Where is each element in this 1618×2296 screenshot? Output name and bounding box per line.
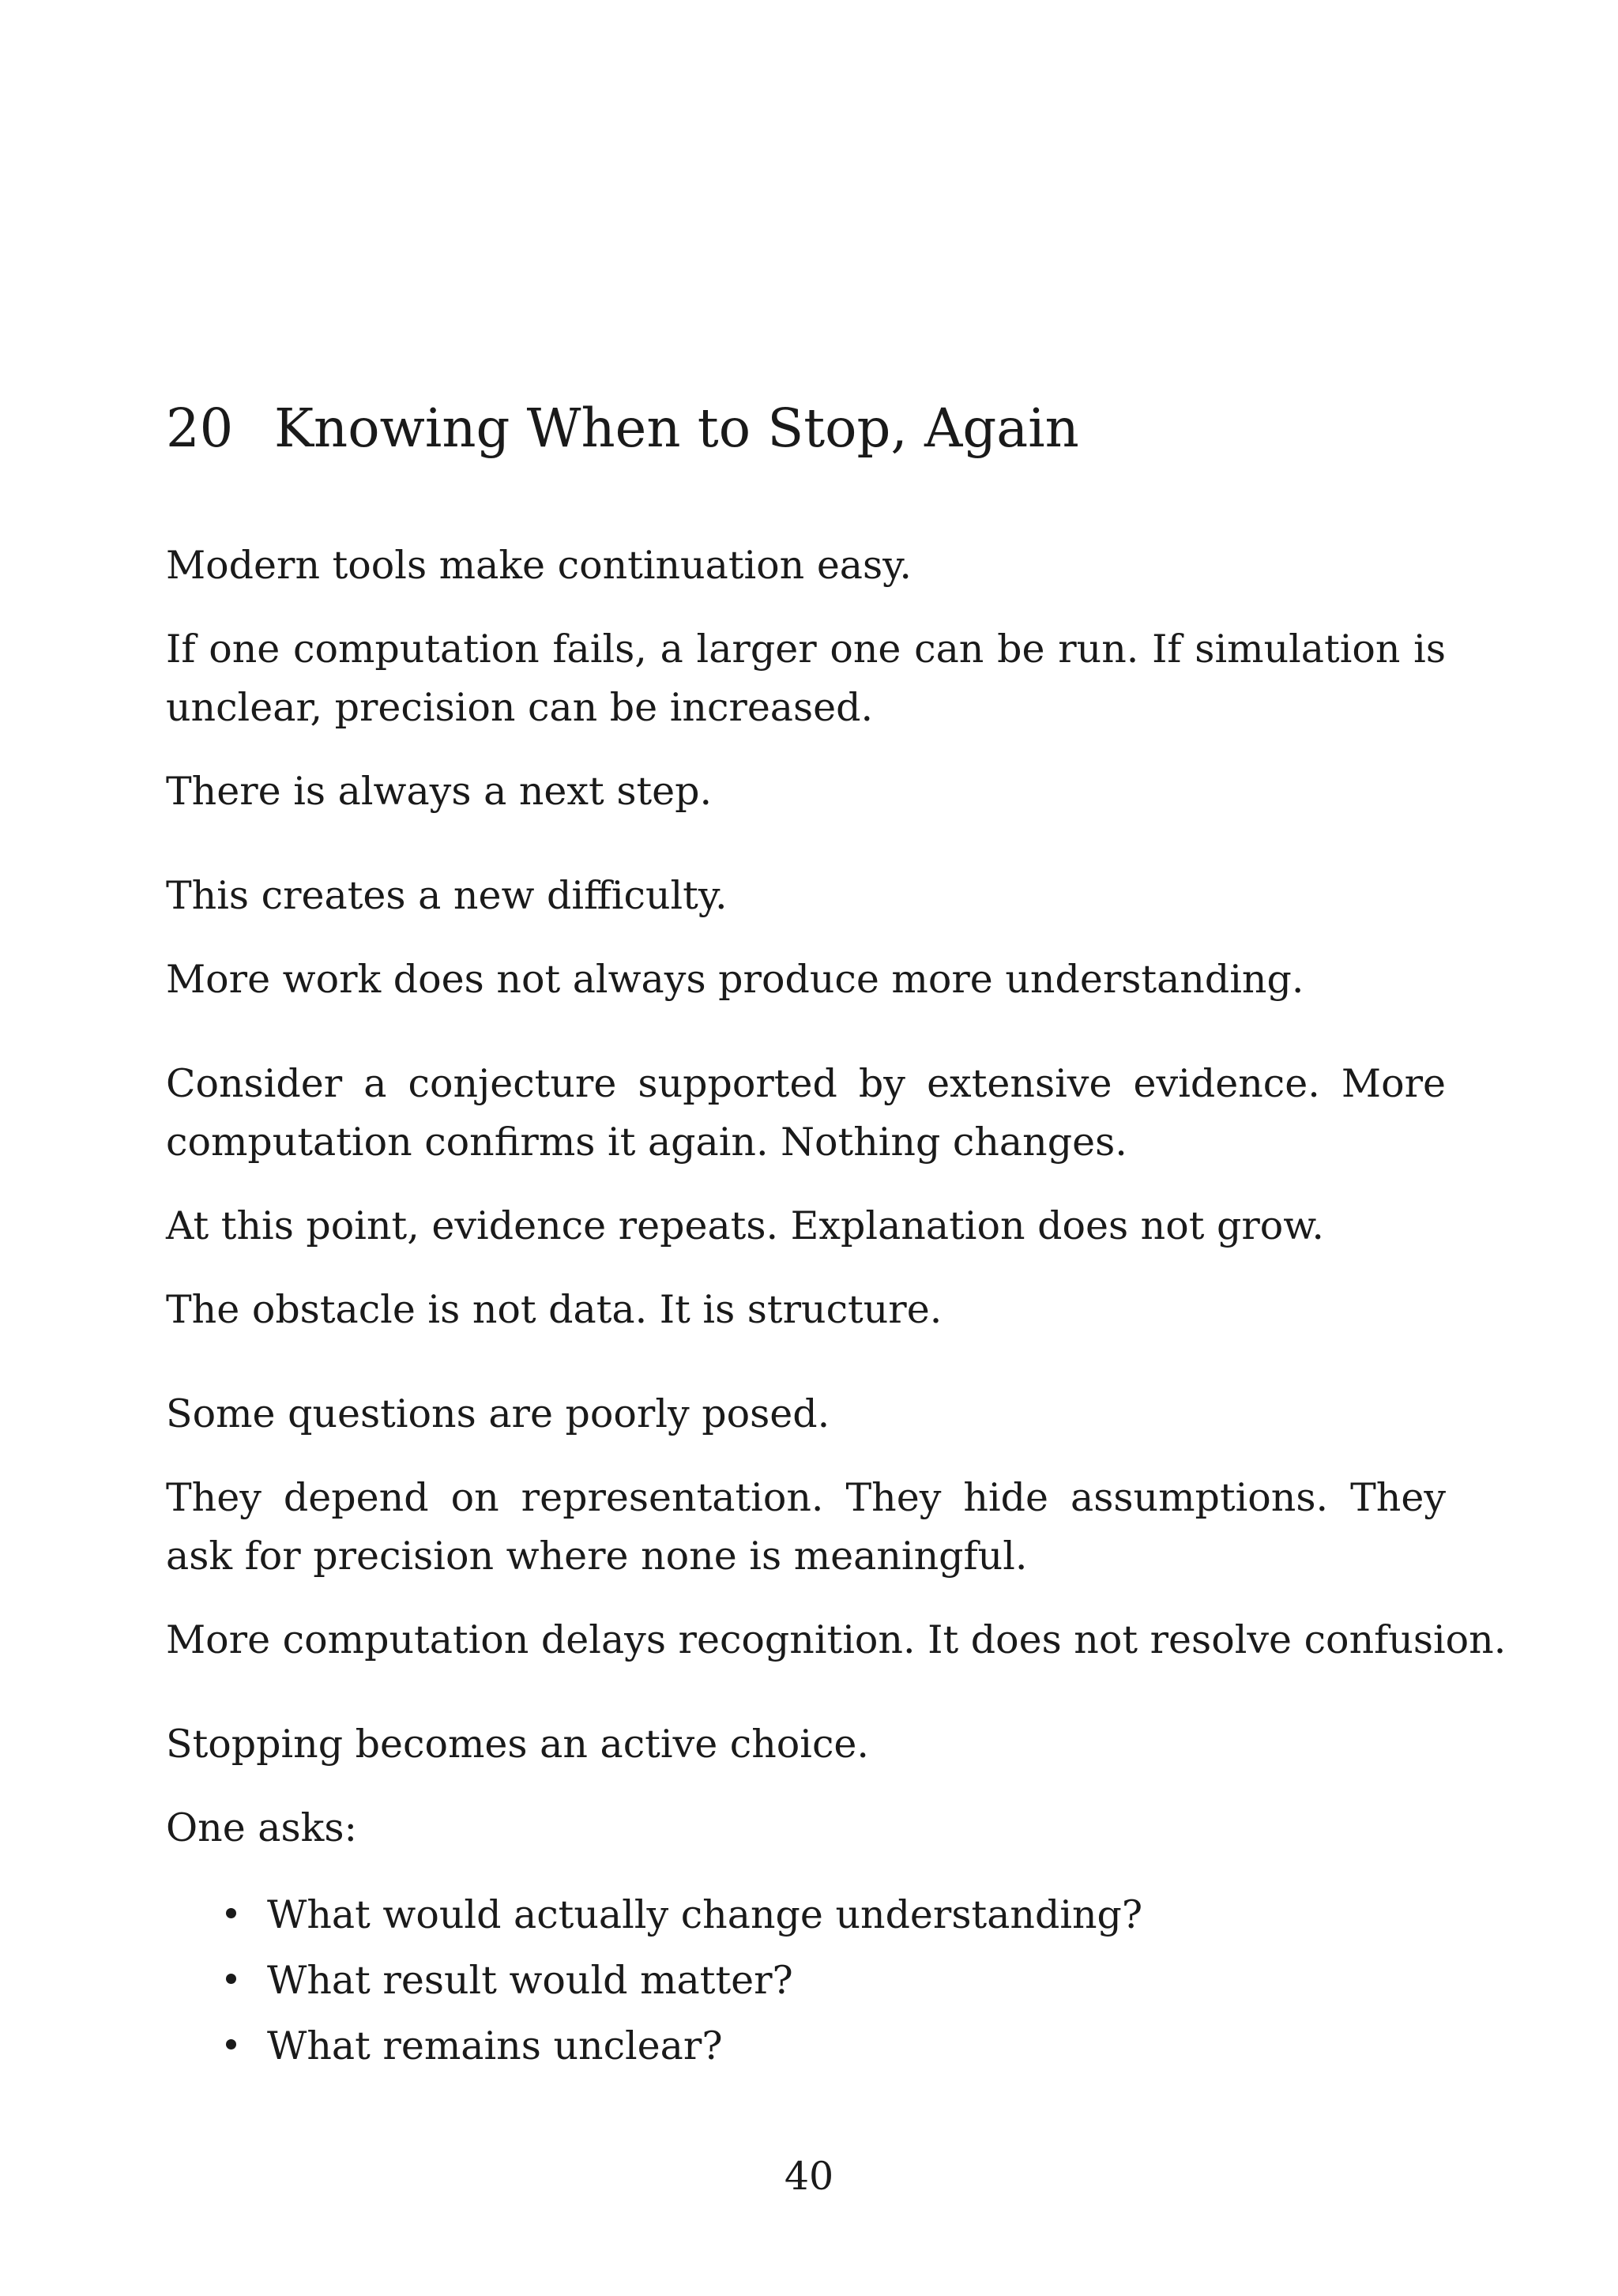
paragraph: They depend on representation. They hide assumptions. They ask for precision where none is meaningful. xyxy=(166,1475,1446,1579)
paragraph: More work does not always produce more understanding. xyxy=(166,957,1304,1002)
list-item-text: What result would matter? xyxy=(267,1958,793,2003)
list-item xyxy=(166,2013,1446,2079)
paragraph: Modern tools make continuation easy. xyxy=(166,543,912,588)
paragraph: More computation delays recognition. It does not resolve confusion. xyxy=(166,1617,1507,1662)
paragraph: The obstacle is not data. It is structure. xyxy=(166,1287,943,1332)
page-number: 40 xyxy=(784,2154,834,2199)
paragraph: At this point, evidence repeats. Explanation does not grow. xyxy=(166,1203,1324,1248)
bullet-icon xyxy=(226,1908,236,1918)
bullet-icon xyxy=(226,2039,236,2049)
paragraph: One asks: xyxy=(166,1805,358,1850)
paragraph: Some questions are poorly posed. xyxy=(166,1391,830,1436)
paragraph: Consider a conjecture supported by extensive evidence. More computation confirms it again. Nothing changes. xyxy=(166,1061,1446,1165)
question-list xyxy=(166,1882,1446,2079)
paragraph: There is always a next step. xyxy=(166,769,713,814)
paragraph: Stopping becomes an active choice. xyxy=(166,1722,869,1767)
paragraph: If one computation fails, a larger one can be run. If simulation is unclear, precision can be increased. xyxy=(166,627,1446,730)
list-item-text: What would actually change understanding? xyxy=(267,1892,1143,1937)
list-item-text: What remains unclear? xyxy=(267,2023,723,2068)
list-item xyxy=(166,1948,1446,2013)
bullet-icon xyxy=(226,1974,236,1984)
section-title: Knowing When to Stop, Again xyxy=(274,397,1079,459)
list-item xyxy=(166,1882,1446,1948)
section-number: 20 xyxy=(166,397,234,459)
section-heading xyxy=(166,395,1079,461)
paragraph: This creates a new difficulty. xyxy=(166,873,728,918)
